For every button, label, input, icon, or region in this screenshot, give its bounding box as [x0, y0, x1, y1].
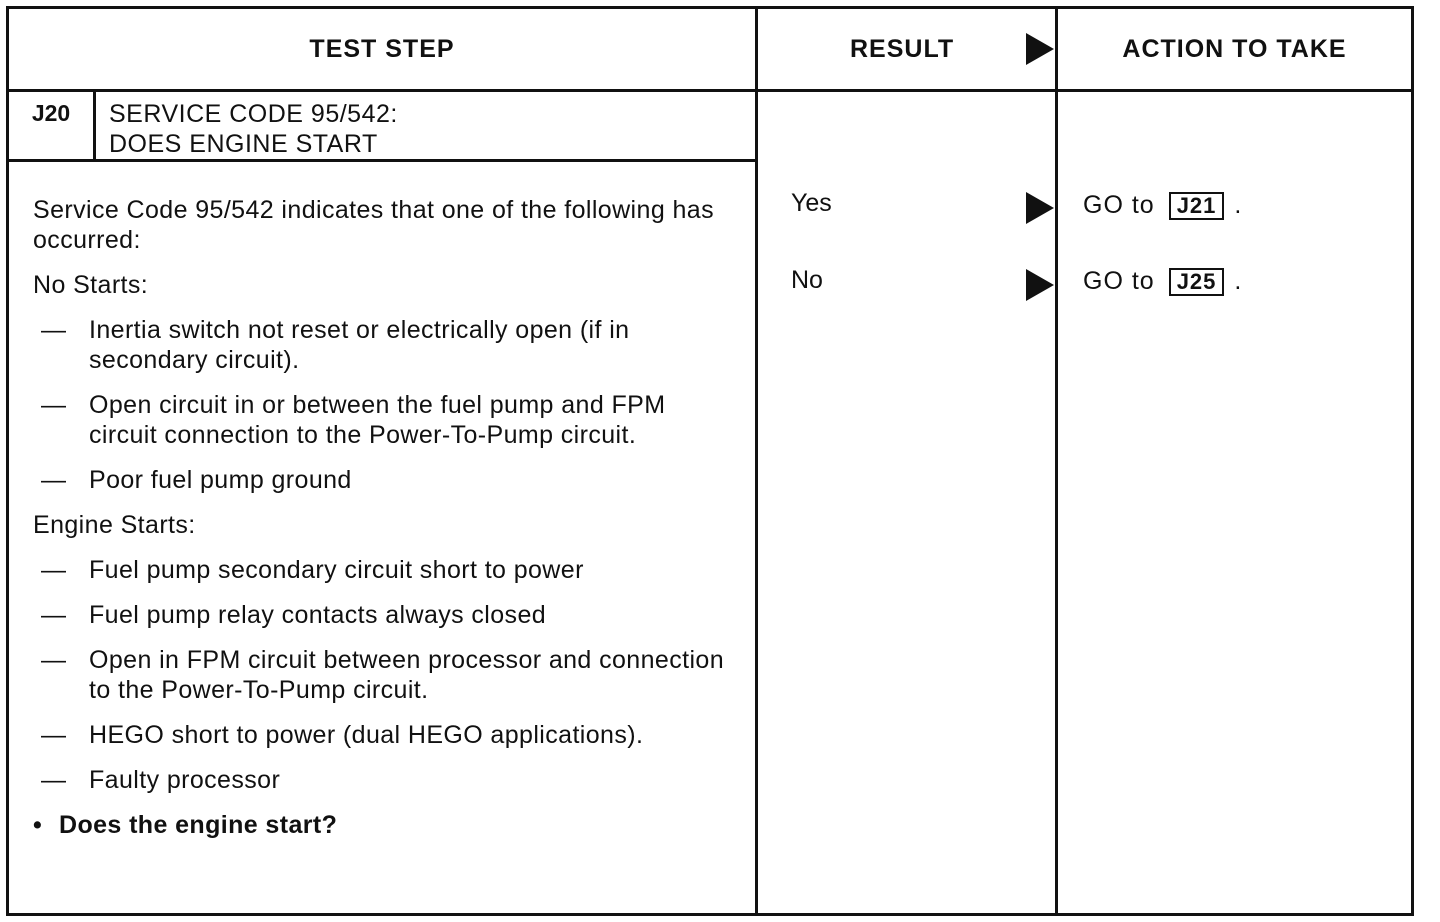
dash-marker: —: [41, 556, 67, 584]
dash-marker: —: [41, 391, 67, 419]
header-action-label: ACTION TO TAKE: [1122, 34, 1347, 63]
action-no: [1083, 267, 1242, 296]
header-result-label: RESULT: [850, 34, 955, 63]
step-id-divider: [93, 92, 96, 159]
list-item-text: Poor fuel pump ground: [89, 466, 352, 494]
step-ref-j21[interactable]: J21: [1169, 192, 1225, 220]
step-title-line2: DOES ENGINE START: [109, 130, 378, 158]
list-item-text: Fuel pump relay contacts always closed: [89, 601, 547, 629]
column-divider-action: [1055, 9, 1058, 913]
header-divider: [9, 89, 1411, 92]
test-step-body: [33, 195, 733, 840]
list-item-text: Open circuit in or between the fuel pump and FPM circuit connection to the Power-To-Pump circuit.: [89, 391, 666, 449]
list-item: [33, 555, 733, 585]
dash-marker: —: [41, 766, 67, 794]
list-item-text: Fuel pump secondary circuit short to power: [89, 556, 584, 584]
question: [33, 810, 733, 840]
bullet-dot: •: [33, 811, 43, 839]
engine-starts-label: Engine Starts:: [33, 511, 196, 539]
result-no: No: [791, 266, 823, 294]
header-test-step: [9, 9, 755, 89]
step-title-divider: [9, 159, 755, 162]
list-item: [33, 315, 733, 375]
header-result: [758, 9, 1055, 89]
step-title: [109, 99, 398, 159]
question-text: Does the engine start?: [59, 811, 338, 839]
diagnostic-table: [6, 6, 1414, 916]
dash-marker: —: [41, 721, 67, 749]
list-item-text: Faulty processor: [89, 766, 281, 794]
step-id: J20: [31, 100, 71, 126]
column-divider-result: [755, 9, 758, 913]
dash-marker: —: [41, 601, 67, 629]
step-ref-j25[interactable]: J25: [1169, 268, 1225, 296]
list-item-text: Open in FPM circuit between processor and connection to the Power-To-Pump circuit.: [89, 646, 725, 704]
list-item-text: Inertia switch not reset or electrically open (if in secondary circuit).: [89, 316, 630, 374]
header-action: [1058, 9, 1411, 89]
step-title-line1: SERVICE CODE 95/542:: [109, 100, 398, 128]
intro-text: Service Code 95/542 indicates that one of the following has occurred:: [33, 196, 714, 254]
result-yes-arrow-icon: [1026, 192, 1054, 224]
list-item: [33, 390, 733, 450]
header-arrow-icon: [1026, 33, 1054, 65]
result-no-arrow-icon: [1026, 269, 1054, 301]
list-item: [33, 720, 733, 750]
result-yes: Yes: [791, 189, 832, 217]
no-starts-label: No Starts:: [33, 271, 149, 299]
dash-marker: —: [41, 316, 67, 344]
dash-marker: —: [41, 646, 67, 674]
list-item: [33, 645, 733, 705]
action-yes: [1083, 191, 1242, 220]
list-item-text: HEGO short to power (dual HEGO applications).: [89, 721, 644, 749]
action-no-goto: GO to: [1083, 267, 1155, 295]
list-item: [33, 600, 733, 630]
action-no-suffix: .: [1234, 267, 1243, 295]
list-item: [33, 465, 733, 495]
header-test-step-label: TEST STEP: [309, 34, 455, 63]
action-yes-suffix: .: [1234, 191, 1243, 219]
dash-marker: —: [41, 466, 67, 494]
action-yes-goto: GO to: [1083, 191, 1155, 219]
list-item: [33, 765, 733, 795]
